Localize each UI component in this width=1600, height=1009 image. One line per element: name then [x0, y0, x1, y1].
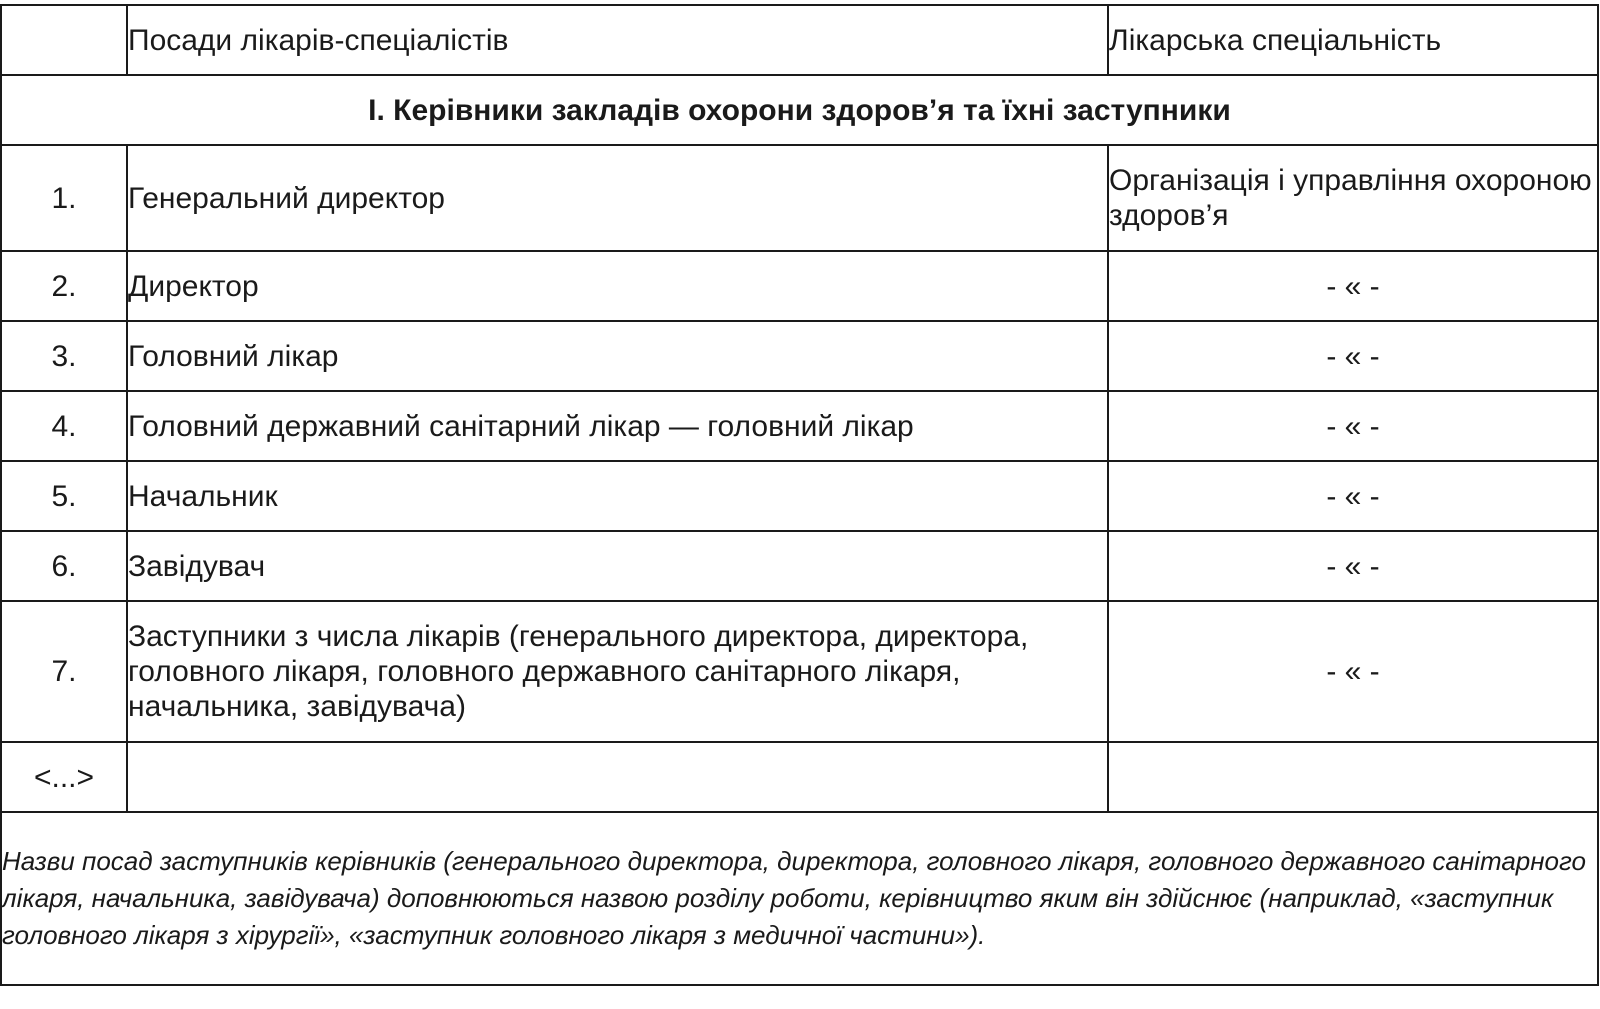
header-position: Посади лікарів-спеціалістів — [127, 5, 1108, 75]
row-number: 2. — [1, 251, 127, 321]
table-row — [1, 461, 1598, 531]
ellipsis-marker: <...> — [1, 742, 127, 812]
table-row — [1, 145, 1598, 251]
row-number: 4. — [1, 391, 127, 461]
row-specialty: Організація і управління охороною здоров’я — [1108, 145, 1598, 251]
ellipsis-row — [1, 742, 1598, 812]
row-number: 1. — [1, 145, 127, 251]
section-title-row — [1, 75, 1598, 145]
header-number — [1, 5, 127, 75]
row-specialty: - « - — [1108, 321, 1598, 391]
row-position: Генеральний директор — [127, 145, 1108, 251]
table-header-row — [1, 5, 1598, 75]
row-specialty: - « - — [1108, 601, 1598, 742]
row-number: 7. — [1, 601, 127, 742]
table-row — [1, 321, 1598, 391]
table-row — [1, 601, 1598, 742]
row-position: Начальник — [127, 461, 1108, 531]
header-specialty: Лікарська спеціальність — [1108, 5, 1598, 75]
row-position: Головний державний санітарний лікар — головний лікар — [127, 391, 1108, 461]
section-title: І. Керівники закладів охорони здоров’я та їхні заступники — [1, 75, 1598, 145]
ellipsis-position-empty — [127, 742, 1108, 812]
row-position: Головний лікар — [127, 321, 1108, 391]
table-row — [1, 391, 1598, 461]
row-specialty: - « - — [1108, 531, 1598, 601]
table-row — [1, 531, 1598, 601]
row-position: Директор — [127, 251, 1108, 321]
row-number: 5. — [1, 461, 127, 531]
note-row — [1, 812, 1598, 985]
row-specialty: - « - — [1108, 461, 1598, 531]
positions-table — [0, 4, 1599, 986]
row-number: 3. — [1, 321, 127, 391]
ellipsis-specialty-empty — [1108, 742, 1598, 812]
row-position: Заступники з числа лікарів (генерального директора, директора, головного лікаря, головного державного санітарного лікаря, начальника, завідувача) — [127, 601, 1108, 742]
footnote-text: Назви посад заступників керівників (генерального директора, директора, головного лікаря, головного державного санітарного лікаря, начальника, завідувача) доповнюються назвою розділу роботи, керівництво яким він здійснює (наприклад, «заступник головного лікаря з хірургії», «заступник головного лікаря з медичної частини»). — [1, 812, 1598, 985]
table-row — [1, 251, 1598, 321]
row-specialty: - « - — [1108, 391, 1598, 461]
row-number: 6. — [1, 531, 127, 601]
row-position: Завідувач — [127, 531, 1108, 601]
row-specialty: - « - — [1108, 251, 1598, 321]
